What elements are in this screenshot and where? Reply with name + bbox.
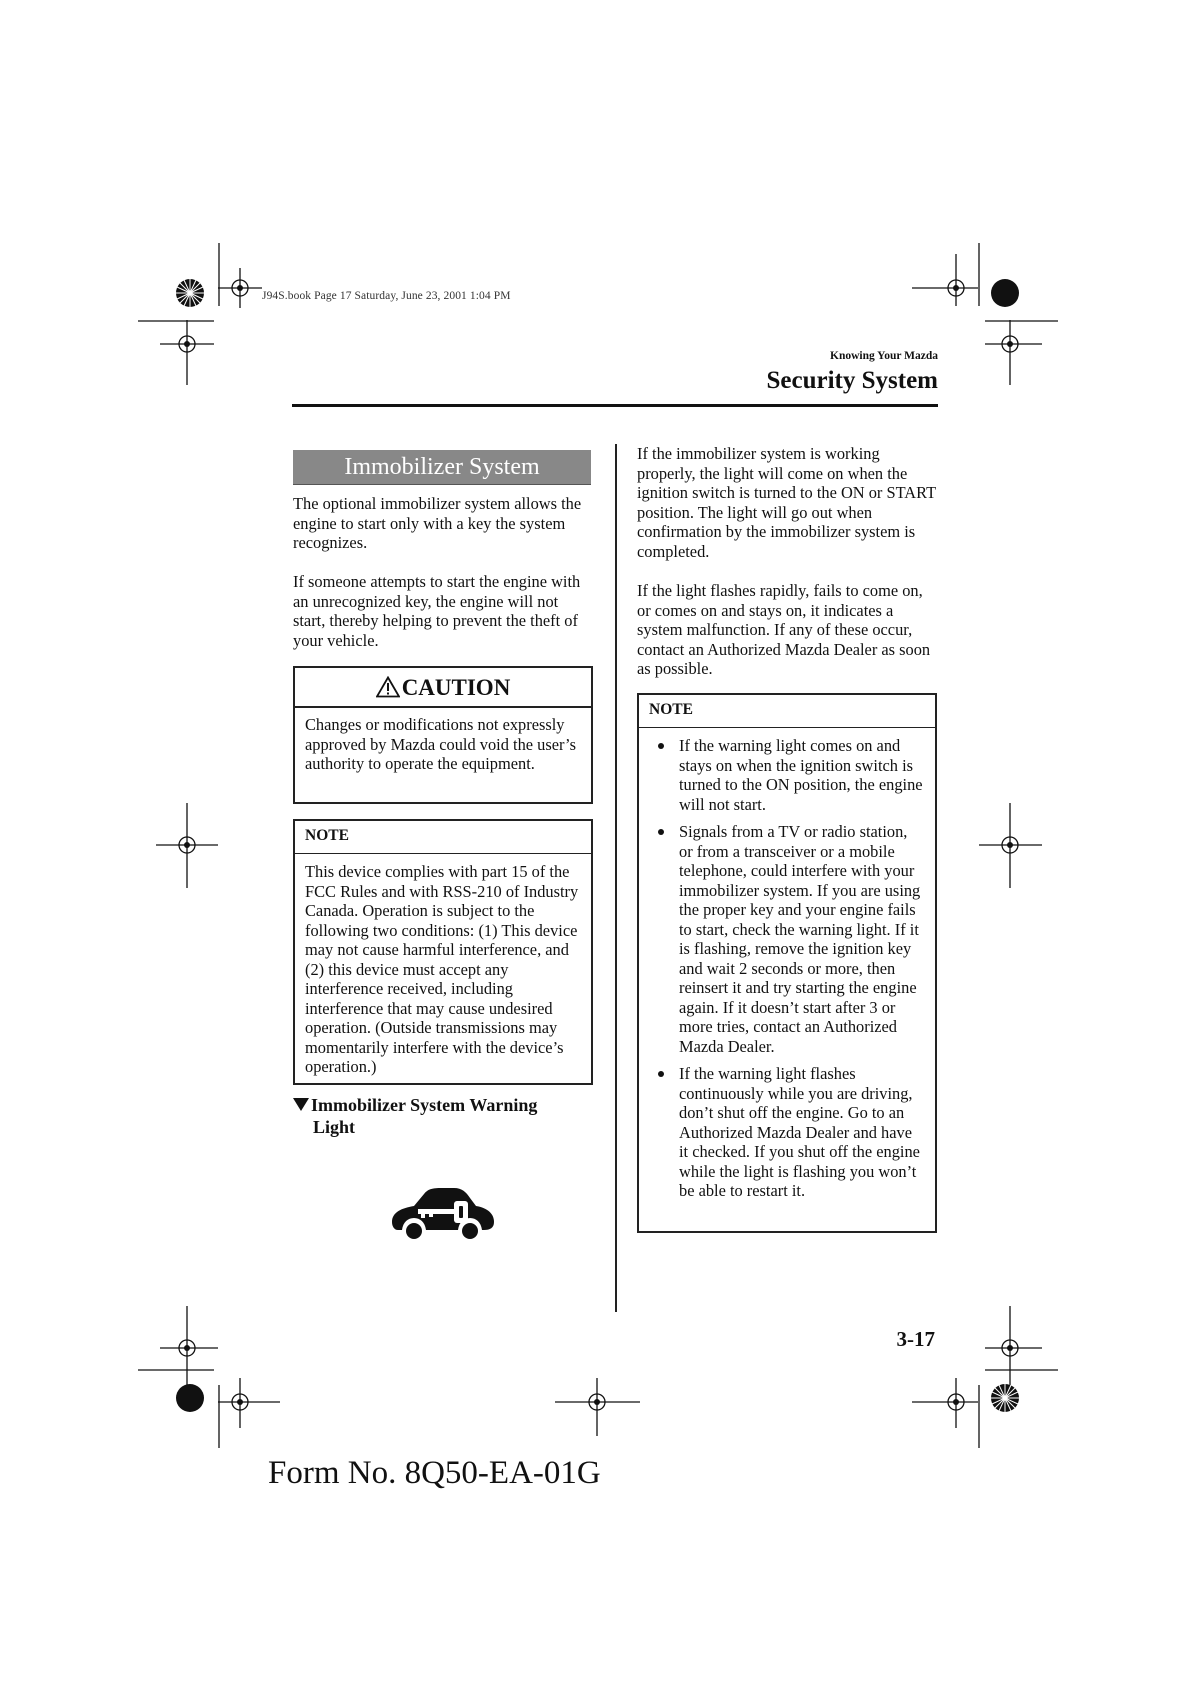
caution-heading bbox=[295, 668, 591, 708]
section-label: Knowing Your Mazda bbox=[830, 350, 938, 362]
subheading-text-line2: Light bbox=[313, 1116, 356, 1137]
list-item bbox=[649, 1064, 925, 1201]
paragraph-text: The optional immobilizer system allows the engine to start only with a key the system recognizes. bbox=[293, 494, 582, 552]
triangle-bullet-icon bbox=[293, 1095, 311, 1117]
note-text: This device complies with part 15 of the FCC Rules and with RSS-210 of Industry Canada. Operation is subject to the following two conditions: (1) This device may not cause harmful interference, and (2) this device must accept any interference received, including interference that may cause undesired operation. (Outside transmissions may momentarily interfere with the device’s operation.) bbox=[305, 862, 579, 1076]
bullet-dot-icon bbox=[658, 743, 664, 749]
subheading-text: Immobilizer System Warning bbox=[311, 1095, 538, 1115]
caution-label: CAUTION bbox=[401, 675, 511, 700]
note-heading: NOTE bbox=[295, 821, 591, 854]
list-item bbox=[649, 736, 925, 814]
note-heading: NOTE bbox=[639, 695, 935, 728]
caution-text: Changes or modifications not expressly approved by Mazda could void the user’s authority to operate the equipment. bbox=[305, 715, 576, 773]
column-divider bbox=[615, 444, 617, 1312]
list-item-text: If the warning light flashes continuously while you are driving, don’t shut off the engine. Go to an Authorized Mazda Dealer and have it checked. If you shut off the engine while the light is flashing you won’t be able to restart it. bbox=[679, 1064, 920, 1200]
book-info-line: J94S.book Page 17 Saturday, June 23, 2001 1:04 PM bbox=[262, 290, 511, 302]
list-item bbox=[649, 822, 925, 1056]
note-box-fcc bbox=[293, 819, 593, 1085]
list-item-text: If the warning light comes on and stays on when the ignition switch is turned to the ON position, the engine will not start. bbox=[679, 736, 923, 814]
header-rule bbox=[292, 404, 938, 407]
bullet-dot-icon bbox=[658, 829, 664, 835]
note-bullet-list bbox=[649, 736, 925, 1201]
warning-triangle-icon bbox=[376, 676, 400, 698]
page-title: Security System bbox=[766, 367, 938, 394]
car-key-icon bbox=[388, 1184, 496, 1242]
note-list-container bbox=[639, 728, 935, 1201]
page-number: 3-17 bbox=[896, 1327, 935, 1351]
paragraph-text: If the light flashes rapidly, fails to come on, or comes on and stays on, it indicates a system malfunction. If any of these occur, contact an Authorized Mazda Dealer as soon as possible. bbox=[637, 581, 931, 678]
warning-light-subheading bbox=[293, 1095, 593, 1138]
function-paragraph bbox=[637, 444, 937, 561]
caution-box bbox=[293, 666, 593, 804]
note-box-warning-light bbox=[637, 693, 937, 1233]
paragraph-text: If the immobilizer system is working properly, the light will come on when the ignition switch is turned to the ON or START position. The light will go out when confirmation by the immobilizer system is completed. bbox=[637, 444, 936, 561]
malfunction-paragraph bbox=[637, 581, 937, 679]
bullet-dot-icon bbox=[658, 1071, 664, 1077]
list-item-text: Signals from a TV or radio station, or from a transceiver or a mobile telephone, could interfere with your immobilizer system. If you are using the proper key and your engine fails to start, check the warning light. If it is flashing, remove the ignition key and wait 2 seconds or more, then reinsert it and try starting the engine again. If it doesn’t start after 3 or more tries, contact an Authorized Mazda Dealer. bbox=[679, 822, 921, 1056]
intro-paragraph bbox=[293, 494, 591, 553]
section-banner: Immobilizer System bbox=[293, 450, 591, 485]
form-number: Form No. 8Q50-EA-01G bbox=[268, 1455, 601, 1491]
paragraph-text: If someone attempts to start the engine with an unrecognized key, the engine will not start, thereby helping to prevent the theft of your vehicle. bbox=[293, 572, 581, 650]
theft-paragraph bbox=[293, 572, 591, 650]
